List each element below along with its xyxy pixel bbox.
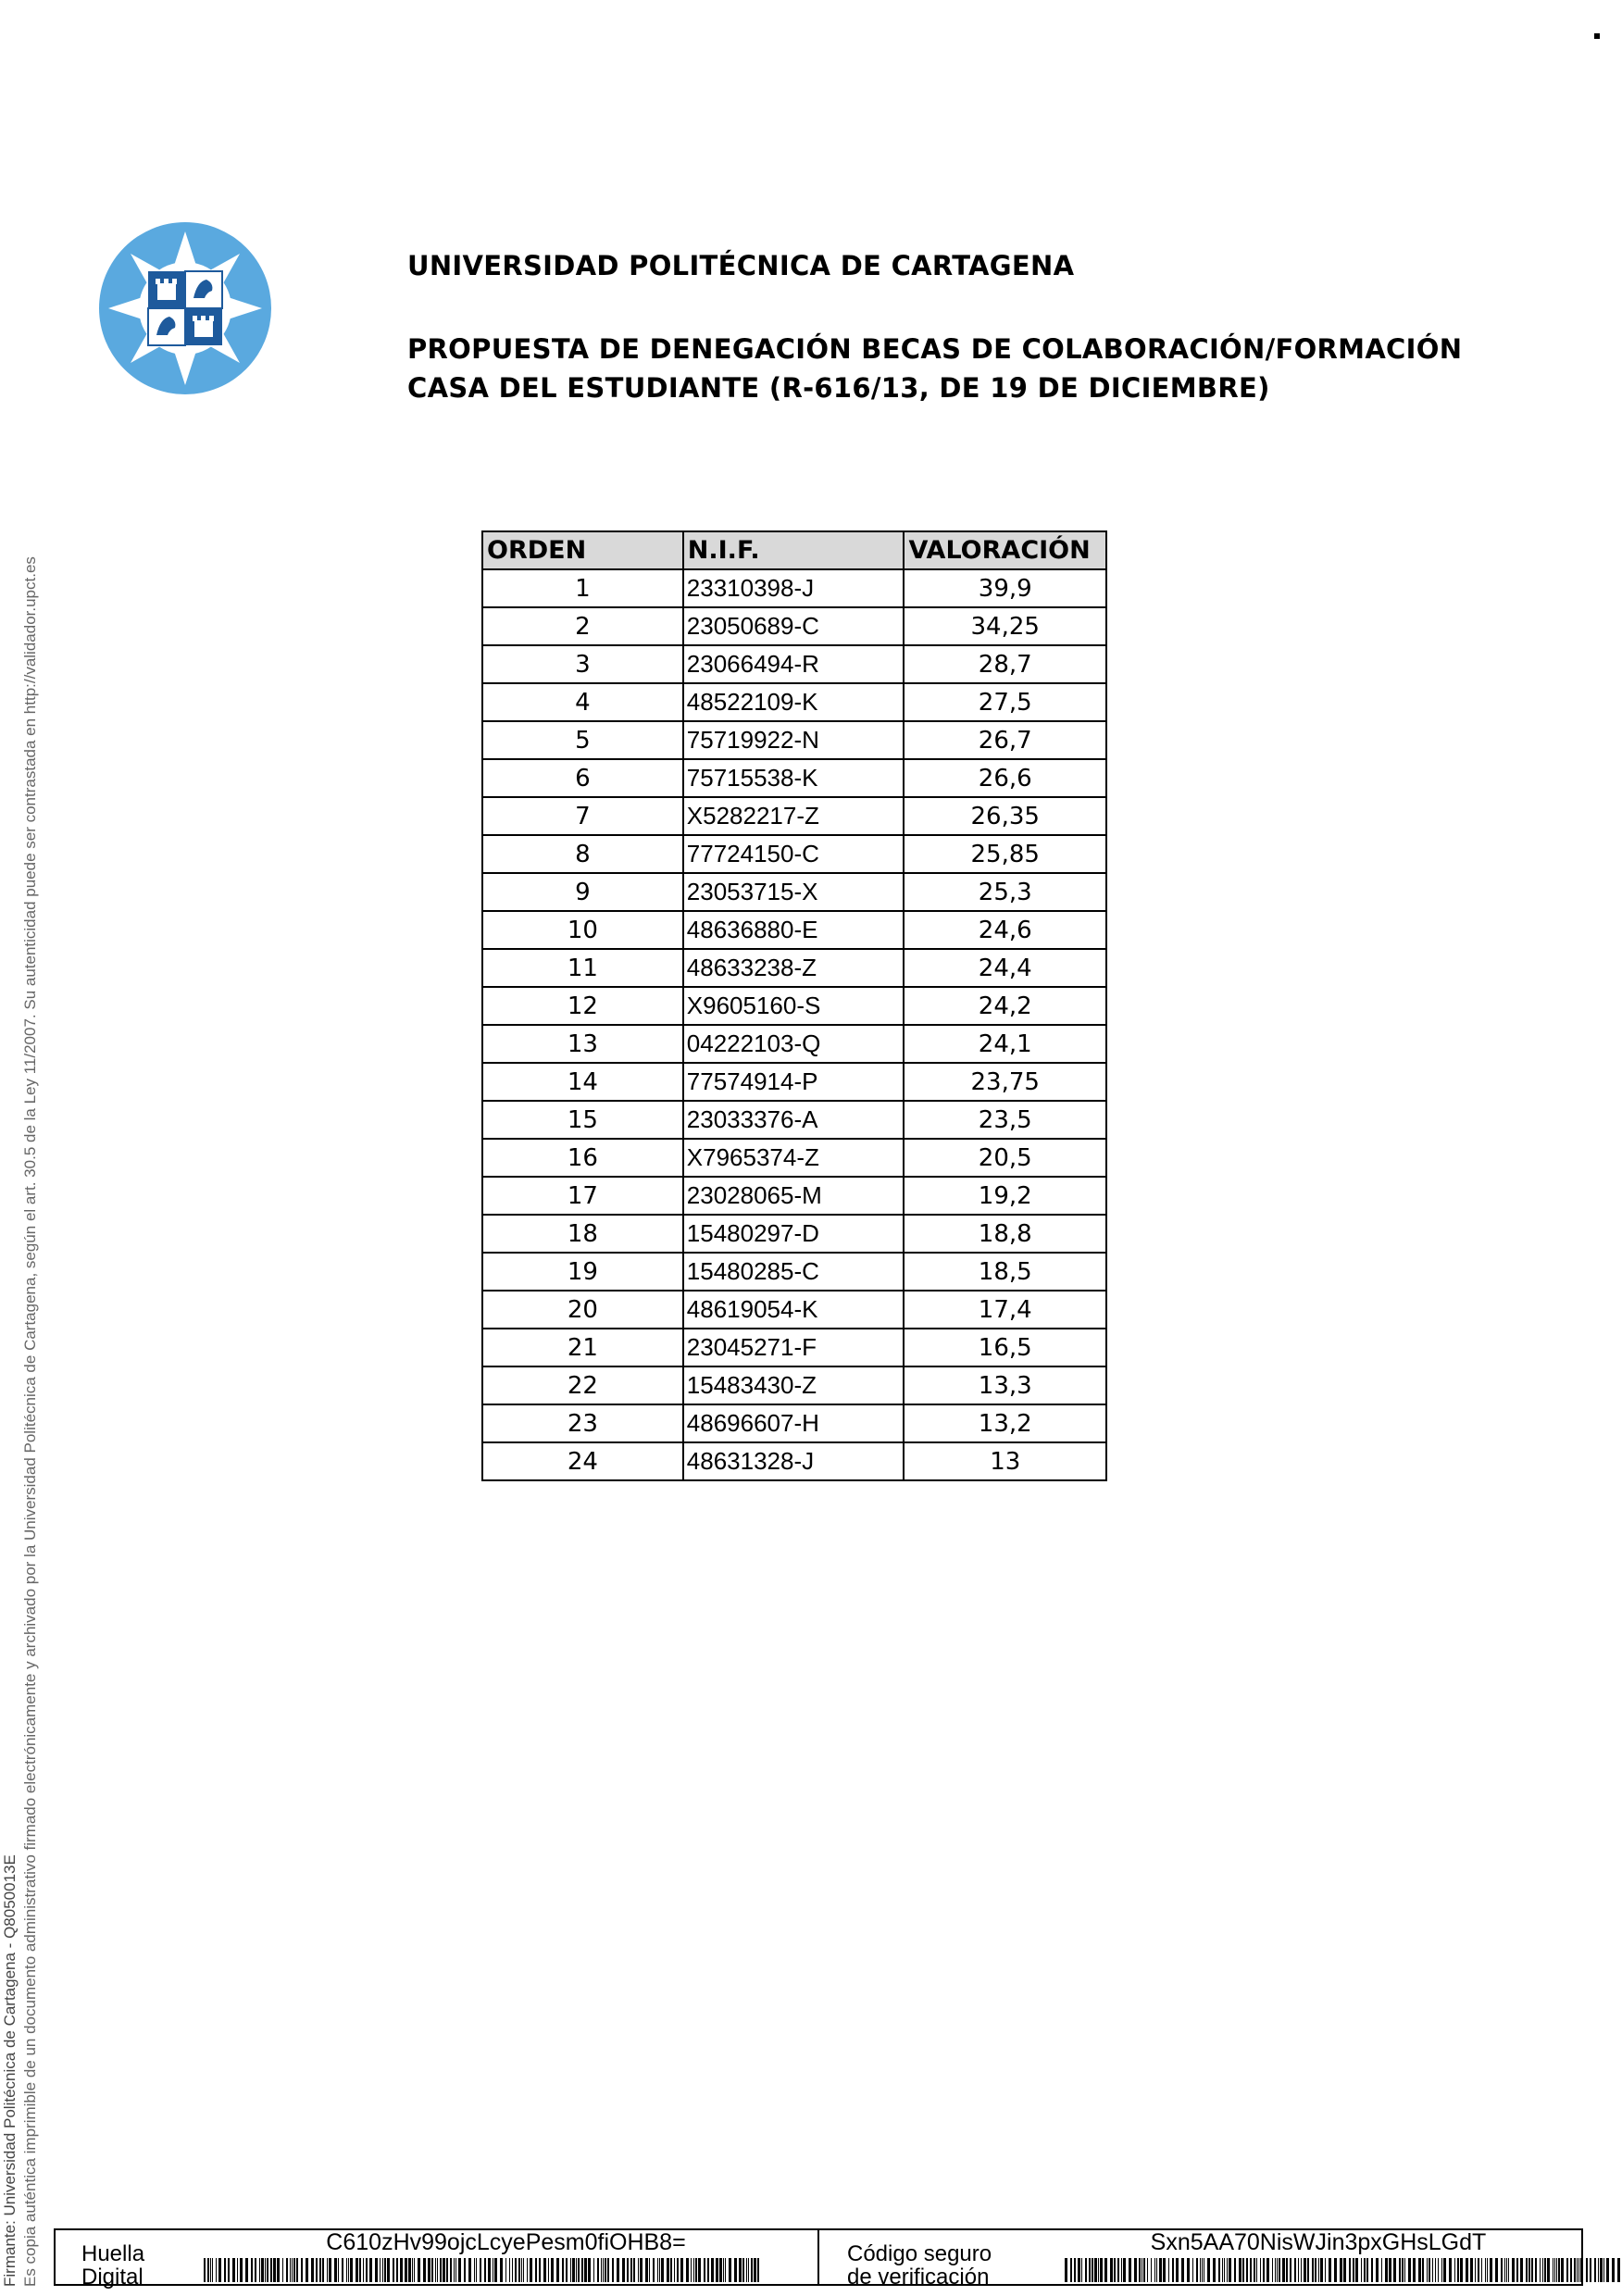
fingerprint-label-line-1: Huella [81, 2241, 145, 2266]
cell-valoracion: 24,6 [904, 911, 1106, 949]
table-row [482, 873, 1106, 911]
cell-orden: 19 [482, 1253, 683, 1291]
cell-valoracion: 19,2 [904, 1177, 1106, 1215]
cell-nif: 48631328-J [683, 1442, 905, 1480]
fingerprint-label [81, 2242, 144, 2289]
authenticity-line: Es copia auténtica imprimible de un documento administrativo firmado electrónicamente y archivado por la Universidad Politécnica de Cartagena, según el art. 30.5 de la Ley 11/2007. Su autenticidad puede ser contrastada en http://validador.upct.es [21, 556, 39, 2287]
table-row [482, 1063, 1106, 1101]
cell-valoracion: 34,25 [904, 607, 1106, 645]
table-row [482, 683, 1106, 721]
table-body [482, 569, 1106, 1480]
cell-nif: 15480285-C [683, 1253, 905, 1291]
cell-orden: 7 [482, 797, 683, 835]
table-row [482, 797, 1106, 835]
csv-barcode-icon [1065, 2258, 1620, 2282]
scores-table [481, 530, 1107, 1481]
cell-orden: 9 [482, 873, 683, 911]
cell-valoracion: 13,3 [904, 1366, 1106, 1404]
table-row [482, 607, 1106, 645]
table-row [482, 1177, 1106, 1215]
cell-orden: 22 [482, 1366, 683, 1404]
cell-nif: 48522109-K [683, 683, 905, 721]
cell-orden: 24 [482, 1442, 683, 1480]
header-orden: ORDEN [482, 531, 683, 569]
cell-nif: 23066494-R [683, 645, 905, 683]
cell-valoracion: 23,75 [904, 1063, 1106, 1101]
cell-orden: 18 [482, 1215, 683, 1253]
cell-orden: 23 [482, 1404, 683, 1442]
cell-valoracion: 24,2 [904, 987, 1106, 1025]
cell-nif: 15480297-D [683, 1215, 905, 1253]
table-row [482, 987, 1106, 1025]
cell-nif: 23053715-X [683, 873, 905, 911]
cell-valoracion: 24,4 [904, 949, 1106, 987]
cell-orden: 5 [482, 721, 683, 759]
cell-valoracion: 18,5 [904, 1253, 1106, 1291]
cell-valoracion: 26,7 [904, 721, 1106, 759]
cell-nif: 77574914-P [683, 1063, 905, 1101]
cell-valoracion: 16,5 [904, 1329, 1106, 1366]
csv-panel [817, 2229, 1581, 2290]
cell-orden: 16 [482, 1139, 683, 1177]
table-row [482, 1025, 1106, 1063]
table-row [482, 835, 1106, 873]
cell-orden: 2 [482, 607, 683, 645]
cell-nif: X5282217-Z [683, 797, 905, 835]
cell-orden: 20 [482, 1291, 683, 1329]
cell-nif: X7965374-Z [683, 1139, 905, 1177]
cell-nif: 48619054-K [683, 1291, 905, 1329]
cell-valoracion: 20,5 [904, 1139, 1106, 1177]
cell-nif: 75719922-N [683, 721, 905, 759]
csv-label-line-2: de verificación [847, 2265, 990, 2290]
cell-valoracion: 26,35 [904, 797, 1106, 835]
cell-valoracion: 25,3 [904, 873, 1106, 911]
cell-orden: 21 [482, 1329, 683, 1366]
scan-mark [1594, 33, 1600, 39]
header-nif: N.I.F. [683, 531, 905, 569]
csv-label [847, 2242, 992, 2289]
table-row [482, 1404, 1106, 1442]
cell-valoracion: 23,5 [904, 1101, 1106, 1139]
table-row [482, 949, 1106, 987]
cell-valoracion: 13 [904, 1442, 1106, 1480]
table-header-row [482, 531, 1106, 569]
title-line-1: PROPUESTA DE DENEGACIÓN BECAS DE COLABORACIÓN/FORMACIÓN [407, 333, 1463, 365]
signature-side-note [0, 111, 41, 2287]
cell-valoracion: 26,6 [904, 759, 1106, 797]
table-row [482, 759, 1106, 797]
cell-orden: 11 [482, 949, 683, 987]
cell-nif: 23310398-J [683, 569, 905, 607]
table-row [482, 1442, 1106, 1480]
table-row [482, 1101, 1106, 1139]
cell-orden: 4 [482, 683, 683, 721]
cell-valoracion: 24,1 [904, 1025, 1106, 1063]
cell-nif: 23028065-M [683, 1177, 905, 1215]
table-row [482, 1253, 1106, 1291]
cell-valoracion: 27,5 [904, 683, 1106, 721]
cell-valoracion: 13,2 [904, 1404, 1106, 1442]
cell-orden: 13 [482, 1025, 683, 1063]
cell-valoracion: 18,8 [904, 1215, 1106, 1253]
table-row [482, 721, 1106, 759]
table-row [482, 1329, 1106, 1366]
cell-nif: X9605160-S [683, 987, 905, 1025]
cell-orden: 12 [482, 987, 683, 1025]
cell-nif: 04222103-Q [683, 1025, 905, 1063]
cell-nif: 75715538-K [683, 759, 905, 797]
cell-valoracion: 17,4 [904, 1291, 1106, 1329]
cell-valoracion: 39,9 [904, 569, 1106, 607]
cell-orden: 15 [482, 1101, 683, 1139]
table-row [482, 911, 1106, 949]
cell-orden: 14 [482, 1063, 683, 1101]
fingerprint-code: C610zHv99ojcLcyePesm0fiOHB8= [326, 2229, 686, 2255]
university-name: UNIVERSIDAD POLITÉCNICA DE CARTAGENA [407, 250, 1075, 281]
cell-orden: 3 [482, 645, 683, 683]
csv-label-line-1: Código seguro [847, 2241, 992, 2266]
table-row [482, 645, 1106, 683]
table-row [482, 1366, 1106, 1404]
cell-orden: 8 [482, 835, 683, 873]
cell-valoracion: 28,7 [904, 645, 1106, 683]
cell-orden: 1 [482, 569, 683, 607]
cell-nif: 77724150-C [683, 835, 905, 873]
cell-nif: 23033376-A [683, 1101, 905, 1139]
table-row [482, 1139, 1106, 1177]
verification-footer [54, 2228, 1583, 2290]
cell-valoracion: 25,85 [904, 835, 1106, 873]
cell-nif: 15483430-Z [683, 1366, 905, 1404]
csv-code: Sxn5AA70NisWJin3pxGHsLGdT [1150, 2229, 1487, 2255]
header-valoracion: VALORACIÓN [904, 531, 1106, 569]
table-row [482, 1291, 1106, 1329]
cell-nif: 23050689-C [683, 607, 905, 645]
fingerprint-label-line-2: Digital [81, 2265, 143, 2290]
university-seal-icon [97, 220, 273, 396]
cell-orden: 17 [482, 1177, 683, 1215]
document-header [407, 250, 1462, 407]
cell-nif: 48636880-E [683, 911, 905, 949]
fingerprint-panel [56, 2229, 817, 2290]
cell-nif: 48696607-H [683, 1404, 905, 1442]
cell-nif: 23045271-F [683, 1329, 905, 1366]
table-row [482, 1215, 1106, 1253]
table-row [482, 569, 1106, 607]
signer-line: Firmante: Universidad Politécnica de Cartagena - Q8050013E [1, 1854, 19, 2287]
document-title [407, 330, 1462, 407]
cell-nif: 48633238-Z [683, 949, 905, 987]
cell-orden: 10 [482, 911, 683, 949]
fingerprint-barcode-icon [204, 2258, 759, 2282]
title-line-2: CASA DEL ESTUDIANTE (R-616/13, DE 19 DE DICIEMBRE) [407, 372, 1270, 404]
cell-orden: 6 [482, 759, 683, 797]
